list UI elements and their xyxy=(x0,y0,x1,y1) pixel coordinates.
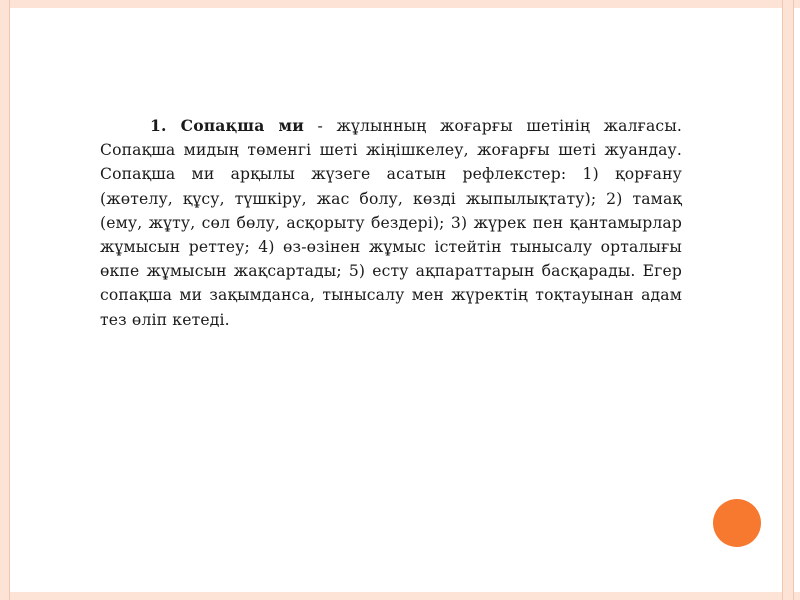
paragraph-heading: 1. Сопақша ми xyxy=(150,116,304,135)
frame-border-top xyxy=(0,0,800,8)
frame-border-right xyxy=(782,0,794,600)
frame-border-left xyxy=(0,0,10,600)
decorative-circle xyxy=(713,499,761,547)
frame-border-bottom xyxy=(0,592,800,600)
paragraph-body: - жұлынның жоғарғы шетінің жалғасы. Сопақша мидың төменгі шеті жіңішкелеу, жоғарғы шеті жуандау. Сопақша ми арқылы жүзеге асатын рефлекстер: 1) қорғану (жөтелу, құсу, түшкіру, жас болу, көзді жыпылықтату); 2) тамақ (ему, жұту, сөл бөлу, асқорыту бездері); 3) жүрек пен қантамырлар жұмысын реттеу; 4) өз-өзінен жұмыс істейтін тынысалу орталығы өкпе жұмысын жақсартады; 5) есту ақпараттарын басқарады. Егер сопақша ми зақымданса, тынысалу мен жүректің тоқтауынан адам тез өліп кетеді. xyxy=(100,117,682,329)
paragraph xyxy=(100,114,682,332)
slide-text xyxy=(100,114,682,332)
